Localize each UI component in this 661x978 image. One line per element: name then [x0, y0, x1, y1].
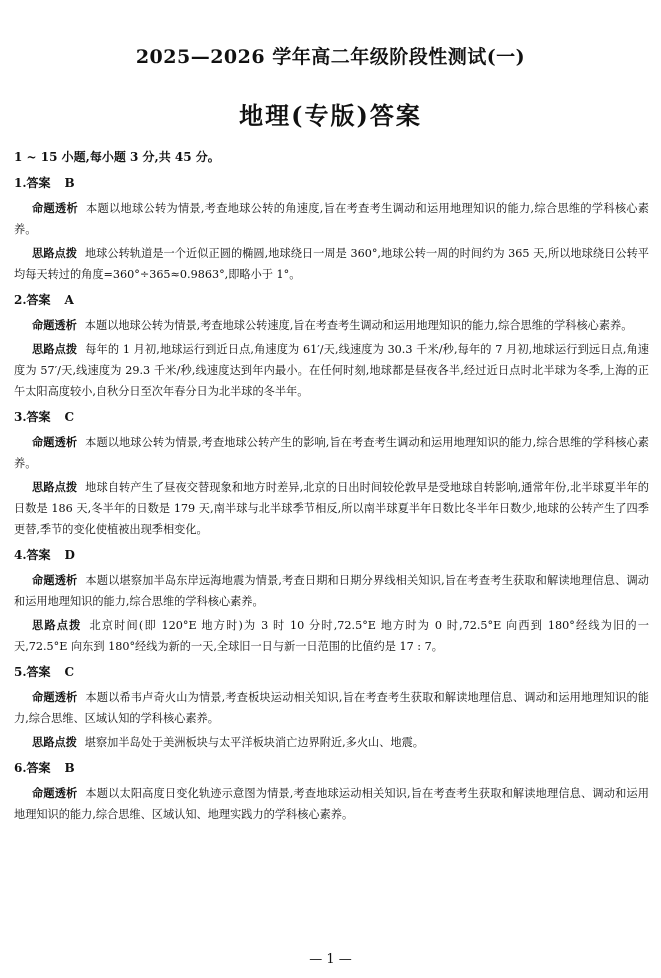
- answer-value: A: [64, 293, 74, 307]
- analysis-paragraph: [14, 198, 649, 240]
- hint-text: 地球公转轨道是一个近似正圆的椭圆,地球绕日一周是 360°,地球公转一周的时间约为 365 天,所以地球绕日公转平均每天转过的角度=360°÷365≈0.9863°,即略小于 1°。: [14, 247, 649, 281]
- analysis-text: 本题以地球公转为情景,考查地球公转的角速度,旨在考查考生调动和运用地理知识的能力,综合思维的学科核心素养。: [14, 202, 649, 236]
- answer-line: [14, 291, 649, 309]
- analysis-text: 本题以希韦卢奇火山为情景,考查板块运动相关知识,旨在考查考生获取和解读地理信息、调动和运用地理知识的能力,综合思维、区域认知的学科核心素养。: [14, 691, 649, 725]
- analysis-label: 命题透析: [32, 435, 78, 449]
- page-title: 2025—2026 学年高二年级阶段性测试(一): [135, 46, 526, 68]
- question-block: [14, 546, 649, 657]
- hint-label: 思路点拨: [32, 735, 77, 749]
- page-subtitle: 地理(专版)答案: [239, 101, 422, 130]
- question-block: [14, 291, 649, 402]
- analysis-paragraph: [14, 432, 649, 474]
- answer-label: 答案: [26, 548, 51, 562]
- question-number: 3.: [14, 410, 27, 424]
- intro-text: 1 ~ 15 小题,每小题 3 分,共 45 分。: [14, 150, 220, 164]
- page-number: — 1 —: [309, 952, 352, 967]
- analysis-text: 本题以堪察加半岛东岸远海地震为情景,考查日期和日期分界线相关知识,旨在考查考生获取和解读地理信息、调动和运用地理知识的能力,综合思维的学科核心素养。: [14, 574, 649, 608]
- answer-label: 答案: [26, 293, 51, 307]
- analysis-text: 本题以地球公转为情景,考查地球公转产生的影响,旨在考查考生调动和运用地理知识的能力,综合思维的学科核心素养。: [14, 436, 649, 470]
- question-block: [14, 174, 649, 285]
- answer-line: [14, 408, 649, 426]
- answer-line: [14, 663, 649, 681]
- answer-label: 答案: [26, 410, 51, 424]
- answer-label: 答案: [26, 665, 51, 679]
- hint-label: 思路点拨: [32, 342, 78, 356]
- analysis-label: 命题透析: [32, 573, 78, 587]
- analysis-text: 本题以地球公转为情景,考查地球公转速度,旨在考查考生调动和运用地理知识的能力,综合思维的学科核心素养。: [84, 319, 633, 332]
- hint-paragraph: [14, 243, 649, 285]
- answer-line: [14, 546, 649, 564]
- answer-value: D: [64, 548, 75, 562]
- question-list: [14, 174, 649, 825]
- question-number: 1.: [14, 176, 27, 190]
- hint-text: 地球自转产生了昼夜交替现象和地方时差异,北京的日出时间较伦敦早是受地球自转影响,通常年份,北半球夏半年的日数是 186 天,冬半年的日数是 179 天,南半球与北半球季节相反,所以南半球夏半年日数比冬半年日数少,地球的公转产生了四季更替,季节的变化使植被出现季相变化。: [14, 481, 649, 536]
- hint-paragraph: [14, 732, 649, 753]
- answer-value: C: [64, 410, 75, 424]
- answer-label: 答案: [26, 176, 51, 190]
- question-number: 4.: [14, 548, 27, 562]
- answer-value: B: [64, 176, 75, 190]
- analysis-label: 命题透析: [32, 690, 78, 704]
- question-block: [14, 663, 649, 753]
- hint-paragraph: [14, 615, 649, 657]
- hint-paragraph: [14, 477, 649, 540]
- answer-value: C: [64, 665, 75, 679]
- question-number: 5.: [14, 665, 27, 679]
- hint-text: 北京时间(即 120°E 地方时)为 3 时 10 分时,72.5°E 地方时为 0 时,72.5°E 向西到 180°经线为旧的一天,72.5°E 向东到 180°经线为新的一天,全球旧一日与新一日范围的比值约是 17 : 7。: [14, 619, 649, 653]
- hint-label: 思路点拨: [32, 480, 78, 494]
- analysis-paragraph: [14, 783, 649, 825]
- analysis-text: 本题以太阳高度日变化轨迹示意图为情景,考查地球运动相关知识,旨在考查考生获取和解读地理信息、调动和运用地理知识的能力,综合思维、区域认知、地理实践力的学科核心素养。: [14, 787, 649, 821]
- analysis-paragraph: [14, 687, 649, 729]
- question-number: 6.: [14, 761, 27, 775]
- answer-value: B: [64, 761, 75, 775]
- analysis-label: 命题透析: [32, 201, 78, 215]
- question-number: 2.: [14, 293, 27, 307]
- answer-line: [14, 759, 649, 777]
- hint-paragraph: [14, 339, 649, 402]
- question-block: [14, 408, 649, 540]
- hint-label: 思路点拨: [32, 618, 82, 632]
- analysis-label: 命题透析: [32, 318, 77, 332]
- answer-label: 答案: [26, 761, 51, 775]
- answer-content: [14, 148, 649, 831]
- analysis-label: 命题透析: [32, 786, 78, 800]
- analysis-paragraph: [14, 315, 649, 336]
- hint-label: 思路点拨: [32, 246, 77, 260]
- answer-line: [14, 174, 649, 192]
- hint-text: 堪察加半岛处于美洲板块与太平洋板块消亡边界附近,多火山、地震。: [84, 736, 424, 749]
- hint-text: 每年的 1 月初,地球运行到近日点,角速度为 61′/天,线速度为 30.3 千米/秒,每年的 7 月初,地球运行到远日点,角速度为 57′/天,线速度为 29.3 千米/秒,线速度达到年内最小。在任何时刻,地球都是昼夜各半,经过近日点时北半球为冬季,上海的正午太阳高度较小,自秋分日至次年春分日为北半球的冬半年。: [14, 343, 649, 398]
- question-block: [14, 759, 649, 825]
- analysis-paragraph: [14, 570, 649, 612]
